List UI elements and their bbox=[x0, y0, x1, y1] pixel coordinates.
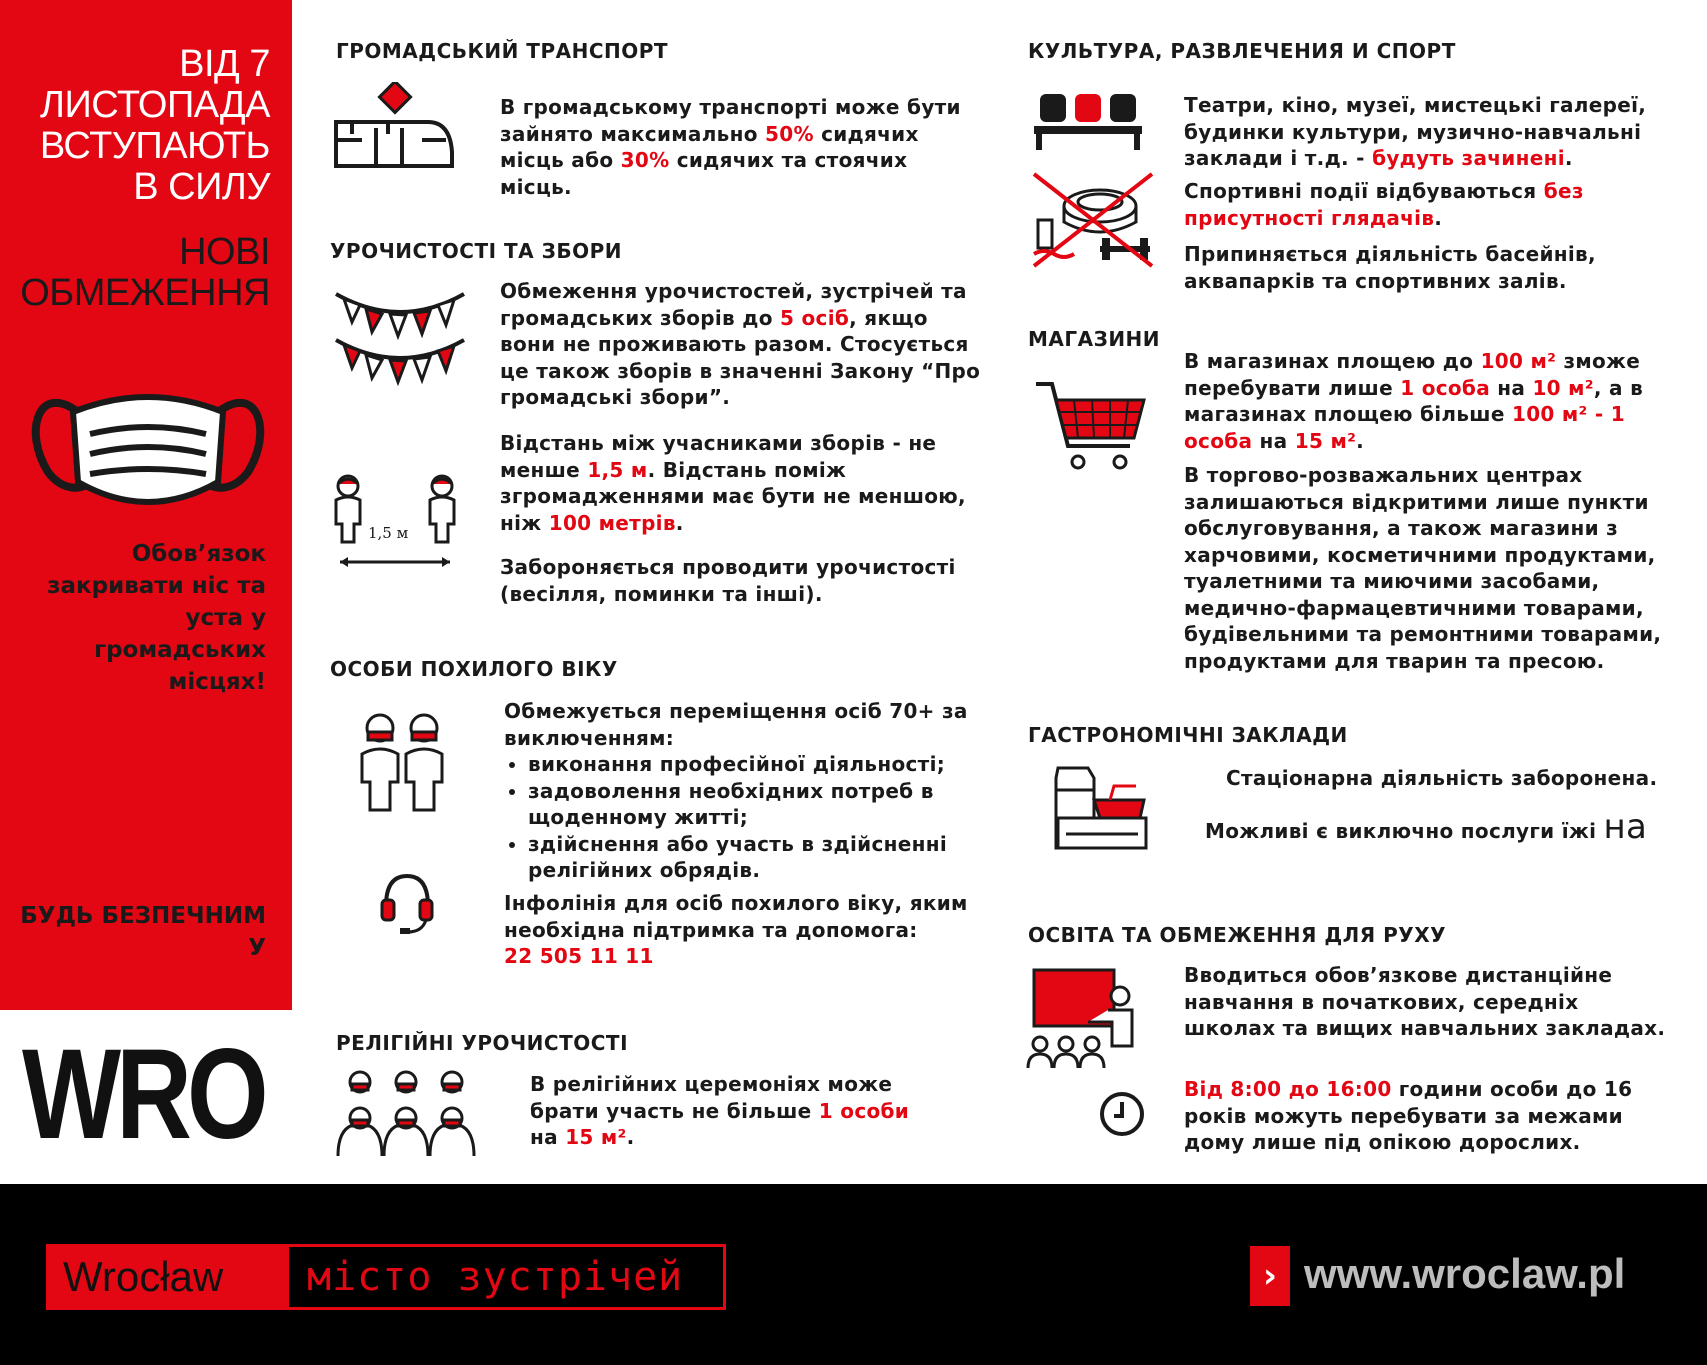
text-span: години особи до 16 років можуть перебувати за межами дому лише під опікою дорослих. bbox=[1184, 1077, 1633, 1154]
highlight: 100 м² - 1 особа bbox=[1184, 402, 1625, 453]
gastro-takeaway-text bbox=[1205, 807, 1665, 847]
be-safe-note: БУДЬ БЕЗПЕЧНИМ У bbox=[20, 903, 266, 961]
face-mask-icon bbox=[28, 372, 268, 522]
text-span: , а в магазинах площею більше bbox=[1184, 375, 1644, 426]
curfew-text bbox=[1184, 1076, 1674, 1156]
highlight: 15 м² bbox=[565, 1125, 627, 1149]
takeaway-food-icon bbox=[1052, 764, 1148, 850]
bunting-icon bbox=[332, 290, 468, 388]
section-title-gatherings: УРОЧИСТОСТІ ТА ЗБОРИ bbox=[330, 239, 622, 263]
transport-text bbox=[500, 94, 970, 200]
section-title-education: ОСВІТА ТА ОБМЕЖЕННЯ ДЛЯ РУХУ bbox=[1028, 923, 1447, 947]
highlight: 5 осіб bbox=[780, 305, 850, 330]
sports-cancelled-icon bbox=[1030, 170, 1156, 270]
social-distance-icon bbox=[330, 472, 460, 574]
text-span: Спортивні події відбуваються bbox=[1184, 179, 1544, 203]
text-span: В громадському транспорті може бути зайнято максимально bbox=[500, 95, 961, 146]
headline-line: ВІД 7 bbox=[179, 43, 270, 85]
remote-learning-icon bbox=[1026, 966, 1138, 1070]
highlight: 1 особи bbox=[818, 1098, 910, 1123]
elderly-couple-icon bbox=[354, 710, 450, 812]
text-span: Інфолінія для осіб похилого віку, яким необхідна підтримка та допомога: bbox=[504, 891, 968, 942]
section-title-shops: МАГАЗИНИ bbox=[1028, 327, 1161, 351]
text-span: Відстань між учасниками зборів - не менше bbox=[500, 431, 937, 482]
hotline-phone[interactable]: 22 505 11 11 bbox=[504, 944, 654, 968]
culture-text bbox=[1184, 92, 1674, 172]
elderly-intro: Обмежується переміщення осіб 70+ за виключенням: bbox=[504, 699, 968, 750]
section-title-culture: КУЛЬТУРА, РАЗВЛЕЧЕНИЯ И СПОРТ bbox=[1028, 39, 1456, 63]
text-span: на bbox=[1252, 428, 1295, 453]
gastro-ban-text: Стаціонарна діяльність заборонена. bbox=[1226, 766, 1658, 790]
logo-city-name: Wrocław bbox=[49, 1247, 289, 1307]
section-title-gastro: ГАСТРОНОМІЧНІ ЗАКЛАДИ bbox=[1028, 723, 1348, 747]
text-span: сидячих місць або bbox=[500, 121, 919, 172]
headline-restrictions bbox=[20, 232, 270, 314]
headline-dates bbox=[40, 44, 270, 208]
headset-icon bbox=[378, 870, 436, 936]
text-span: Можливі є виключно послуги їжі bbox=[1205, 819, 1604, 843]
text-span: В релігійних церемоніях може брати участь не більше bbox=[530, 1072, 893, 1123]
text-span: В магазинах площею до bbox=[1184, 349, 1481, 373]
headline-line: В СИЛУ bbox=[133, 166, 270, 208]
pools-text: Припиняється діяльність басейнів, аквапарків та спортивних залів. bbox=[1184, 242, 1596, 293]
gatherings-distance-text bbox=[500, 430, 990, 536]
gatherings-limit-text bbox=[500, 278, 990, 411]
highlight: 1 особа bbox=[1400, 375, 1490, 400]
logo-slogan: місто зустрічей bbox=[307, 1254, 684, 1300]
highlight: 15 м² bbox=[1294, 428, 1357, 453]
headline-line: ОБМЕЖЕННЯ bbox=[20, 272, 270, 314]
wro-wordmark: WRO bbox=[22, 1023, 264, 1166]
sports-text bbox=[1184, 178, 1674, 231]
text-span: . Відстань поміж згромадженнями має бути не меншою, ніж bbox=[500, 457, 966, 535]
highlight: 100 метрів bbox=[548, 510, 676, 535]
list-item: • виконання професійної діяльності; bbox=[528, 751, 994, 778]
headline-line: ВСТУПАЮТЬ bbox=[39, 125, 270, 167]
theater-seats-icon bbox=[1032, 90, 1144, 152]
section-title-religious: РЕЛІГІЙНІ УРОЧИСТОСТІ bbox=[336, 1031, 629, 1055]
tram-icon bbox=[332, 82, 458, 172]
education-text: Вводиться обов’язкове дистанційне навчання в початкових, середніх школах та вищих навчальних закладах. bbox=[1184, 963, 1666, 1040]
text-span: на bbox=[1490, 375, 1533, 400]
text-span: зможе перебувати лише bbox=[1184, 349, 1641, 400]
shopping-cart-icon bbox=[1034, 380, 1146, 472]
section-title-elderly: ОСОБИ ПОХИЛОГО ВІКУ bbox=[330, 657, 618, 681]
highlight: 1,5 м bbox=[587, 457, 648, 482]
crowd-icon bbox=[334, 1068, 478, 1158]
website-link[interactable]: www.wroclaw.pl bbox=[1304, 1250, 1626, 1297]
headline-line: ЛИСТОПАДА bbox=[40, 84, 270, 126]
text-span: . bbox=[1564, 146, 1573, 170]
left-banner bbox=[0, 0, 292, 1010]
wroclaw-logo[interactable] bbox=[46, 1244, 726, 1310]
list-item: • здійснення або участь в здійсненні релігійних обрядів. bbox=[528, 831, 994, 884]
shopping-centers-text: В торгово-розважальних центрах залишаються відкритими лише пункти обслуговування, а також магазини з харчовими, косметичними продуктами, туалетними та миючими засобами, медично-фармацевтичними товарами, будівельними та ремонтними товарами, продуктами для тварин та пресою. bbox=[1184, 463, 1662, 673]
text-span: сидячих та стоячих місць. bbox=[500, 148, 908, 199]
mask-obligation-note: Обов’язок закривати ніс та уста у громадських місцях! bbox=[47, 541, 266, 695]
elderly-exceptions-list bbox=[504, 751, 994, 884]
shops-capacity-text bbox=[1184, 348, 1674, 454]
text-span: на bbox=[1603, 807, 1648, 847]
gatherings-ban-text: Забороняється проводити урочистості (весілля, поминки та інші). bbox=[500, 555, 956, 606]
text-span: Обмеження урочистостей, зустрічей та громадських зборів до bbox=[500, 279, 967, 330]
footer-bar bbox=[0, 1184, 1707, 1365]
text-span: Театри, кіно, музеї, мистецькі галереї, будинки культури, музично-навчальні заклади і т.д. - bbox=[1184, 93, 1647, 170]
highlight: без присутності глядачів bbox=[1184, 179, 1584, 230]
elderly-text bbox=[504, 698, 994, 884]
list-item: • задоволення необхідних потреб в щоденному житті; bbox=[528, 778, 994, 831]
highlight: 10 м² bbox=[1532, 375, 1594, 400]
chevron-right-icon: › bbox=[1250, 1246, 1290, 1306]
text-span: на bbox=[530, 1125, 566, 1149]
text-span: , якщо вони не проживають разом. Стосується це також зборів в значенні Закону “Про громадські збори”. bbox=[500, 305, 981, 409]
headline-line: НОВІ bbox=[179, 231, 270, 273]
section-title-transport: ГРОМАДСЬКИЙ ТРАНСПОРТ bbox=[336, 39, 669, 63]
highlight: 30% bbox=[620, 148, 670, 172]
highlight: 100 м² bbox=[1480, 349, 1557, 373]
distance-label: 1,5 м bbox=[368, 524, 409, 542]
highlight: Від 8:00 до 16:00 bbox=[1184, 1077, 1392, 1101]
religious-text bbox=[530, 1071, 930, 1151]
highlight: 50% bbox=[765, 121, 814, 146]
text-span: . bbox=[626, 1125, 635, 1149]
clock-icon bbox=[1098, 1090, 1146, 1138]
highlight: будуть зачинені bbox=[1372, 146, 1565, 170]
text-span: . bbox=[1356, 428, 1365, 453]
hotline-text bbox=[504, 890, 994, 970]
text-span: . bbox=[675, 510, 684, 535]
text-span: . bbox=[1434, 205, 1443, 230]
